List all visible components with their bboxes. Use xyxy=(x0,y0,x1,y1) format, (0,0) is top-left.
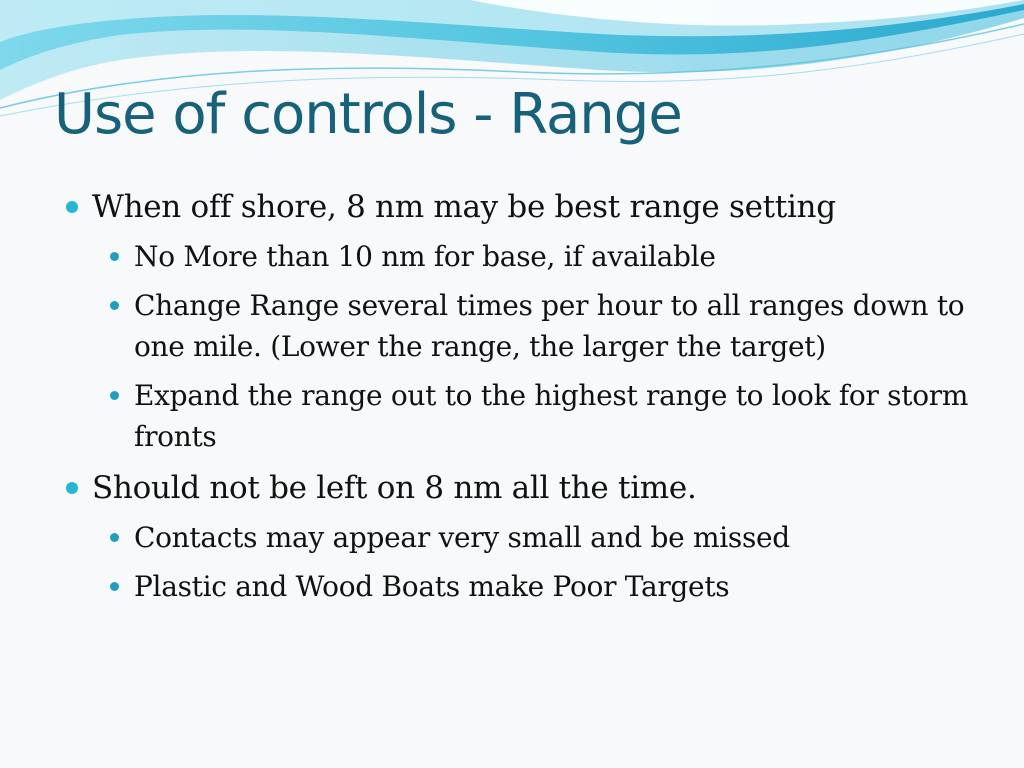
sub-bullet-item xyxy=(62,566,972,607)
sub-bullet-item xyxy=(62,285,972,367)
sub-bullet-dot-icon xyxy=(110,533,119,542)
bullet-item xyxy=(62,186,972,228)
sub-bullet-text: Contacts may appear very small and be missed xyxy=(134,521,790,554)
bullet-list xyxy=(62,186,972,615)
sub-bullet-dot-icon xyxy=(110,582,119,591)
sub-bullet-dot-icon xyxy=(110,252,119,261)
sub-bullet-text: Expand the range out to the highest range to look for storm fronts xyxy=(134,379,969,453)
sub-bullet-text: Plastic and Wood Boats make Poor Targets xyxy=(134,570,730,603)
sub-bullet-dot-icon xyxy=(110,391,119,400)
bullet-dot-icon xyxy=(66,201,78,213)
sub-bullet-item xyxy=(62,236,972,277)
sub-bullet-item xyxy=(62,517,972,558)
bullet-text: Should not be left on 8 nm all the time. xyxy=(92,470,697,506)
bullet-item xyxy=(62,467,972,509)
sub-bullet-text: No More than 10 nm for base, if available xyxy=(134,240,716,273)
slide-title: Use of controls - Range xyxy=(54,82,682,147)
sub-bullet-dot-icon xyxy=(110,301,119,310)
sub-bullet-item xyxy=(62,375,972,457)
sub-bullet-text: Change Range several times per hour to all ranges down to one mile. (Lower the range, the larger the target) xyxy=(134,289,965,363)
bullet-dot-icon xyxy=(66,482,78,494)
bullet-text: When off shore, 8 nm may be best range setting xyxy=(92,189,836,225)
